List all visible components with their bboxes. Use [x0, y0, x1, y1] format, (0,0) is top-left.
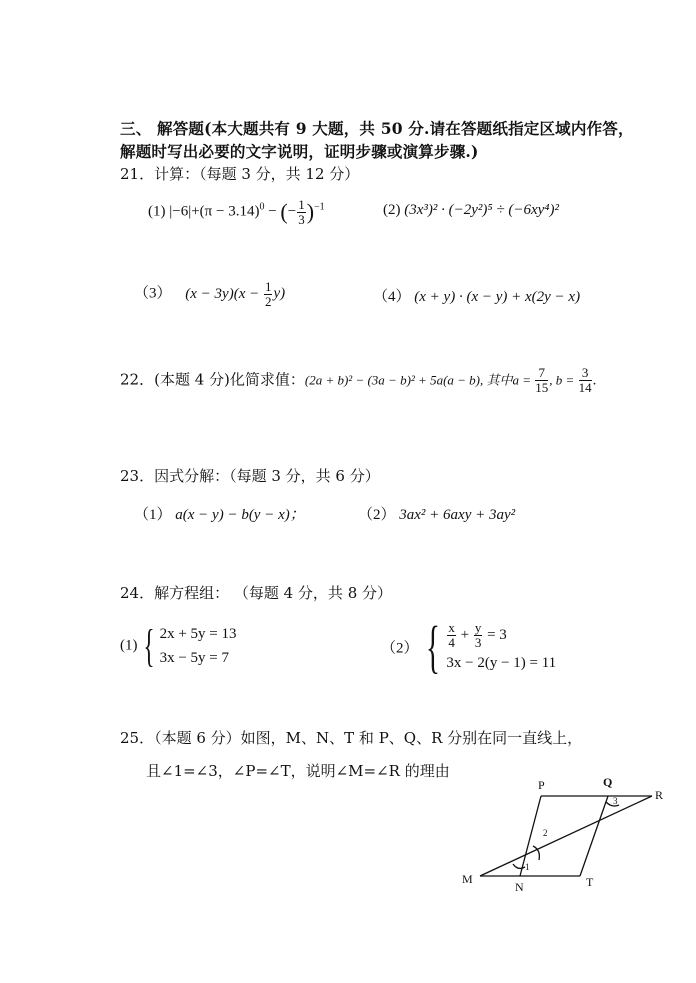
label-r: R [655, 788, 664, 802]
q23-p2-expr: 3ax² + 6axy + 3ay² [399, 507, 516, 523]
section-heading-line1: 三、 解答题(本大题共有 9 大题，共 50 分.请在答题纸指定区域内作答， [120, 119, 634, 138]
segment-mr [480, 796, 652, 876]
label-angle-3: 3 [613, 796, 618, 806]
q21-p1-frac: $\frac{1}{3}$ [298, 197, 305, 227]
label-angle-1: 1 [525, 862, 530, 872]
q21-part1: (1) $|-6|+(\pi - 3.14)^0$ − (− $\frac{1}{3}$ )$^{-1}$ [148, 197, 325, 227]
q21-p2-expr: (3x³)² · (−2y²)⁵ ÷ (−6xy⁴)² [404, 202, 559, 218]
label-t: T [586, 875, 594, 889]
segment-pn [520, 796, 541, 876]
section-heading-line2: 解题时写出必要的文字说明，证明步骤或演算步骤.) [120, 142, 479, 161]
q21-part4 [373, 285, 580, 306]
angle-2-arc [533, 846, 539, 860]
q21-p1-expr-a: |−6|+(π − 3.14) [169, 203, 260, 220]
q24-part1 [120, 622, 237, 670]
q24-p1-eq1: 2x + 5y = 13 [159, 626, 237, 642]
q22-a-frac: $\frac{7}{15}$ [535, 365, 549, 395]
q23-part2 [358, 503, 515, 524]
q21-p3-expr-a: (x − 3y)(x − [185, 285, 263, 302]
q24-p2-label: （2） [381, 640, 419, 657]
label-n: N [515, 880, 524, 894]
q21-p3-label: （3） [134, 285, 172, 302]
q21-p2-label: (2) [383, 202, 401, 218]
label-angle-2: 2 [543, 828, 548, 838]
q21-p1-exp-neg: −1 [314, 201, 325, 213]
q23-p1-label: （1） [134, 507, 172, 523]
q24-p1-brace: { [143, 620, 155, 671]
q22-expr: (2a + b)² − (3a − b)² + 5a(a − b), 其中a = [304, 372, 535, 388]
q24-part2 [381, 614, 557, 679]
label-m: M [462, 872, 473, 886]
q23-p1-expr: a(x − y) − b(y − x)； [175, 507, 305, 523]
q25-line1: 25．（本题 6 分）如图，M、N、T 和 P、Q、R 分别在同一直线上， [120, 729, 583, 747]
q22-line [120, 366, 596, 394]
q22-end: . [592, 372, 597, 389]
q21-p4-label: （4） [373, 289, 411, 305]
label-q: Q [603, 775, 613, 789]
geometry-figure [455, 770, 690, 900]
q21-part2 [383, 202, 559, 219]
q24-p1-eq2: 3x − 5y = 7 [159, 650, 230, 666]
q21-p1-label: (1) [148, 203, 166, 220]
q22-b-frac: $\frac{3}{14}$ [578, 365, 592, 395]
q23-p2-label: （2） [358, 507, 396, 523]
q22-title: 22．(本题 4 分)化简求值： [120, 370, 305, 389]
q21-title: 21．计算：（每题 3 分，共 12 分） [120, 165, 360, 183]
q21-p1-exp0: 0 [259, 201, 265, 213]
q25-line2: 且∠1=∠3，∠P=∠T，说明∠M=∠R 的理由 [146, 762, 450, 780]
q24-title: 24．解方程组： （每题 4 分，共 8 分） [120, 584, 393, 602]
q24-p1-label: (1) [120, 637, 138, 654]
q21-p3-frac: $\frac{1}{2}$ [264, 279, 272, 309]
q21-part3 [134, 280, 285, 308]
q24-p2-eq1: $\frac{x}{4}$ + $\frac{y}{3}$ = 3 [448, 620, 507, 651]
q23-title: 23．因式分解：（每题 3 分，共 6 分） [120, 467, 380, 485]
q22-mid: , b = [549, 372, 578, 388]
label-p: P [538, 778, 545, 792]
q21-p1-expr-b: − [268, 203, 281, 220]
q21-p3-expr-b: y) [273, 285, 286, 302]
q24-p2-eq2: 3x − 2(y − 1) = 11 [446, 655, 557, 671]
q24-p2-brace: { [425, 614, 440, 679]
q24-p1-system [160, 622, 237, 670]
q21-p4-expr: (x + y) · (x − y) + x(2y − x) [414, 289, 581, 305]
q23-part1 [134, 503, 305, 524]
segment-qt [580, 796, 608, 876]
q24-p2-system [446, 619, 556, 675]
